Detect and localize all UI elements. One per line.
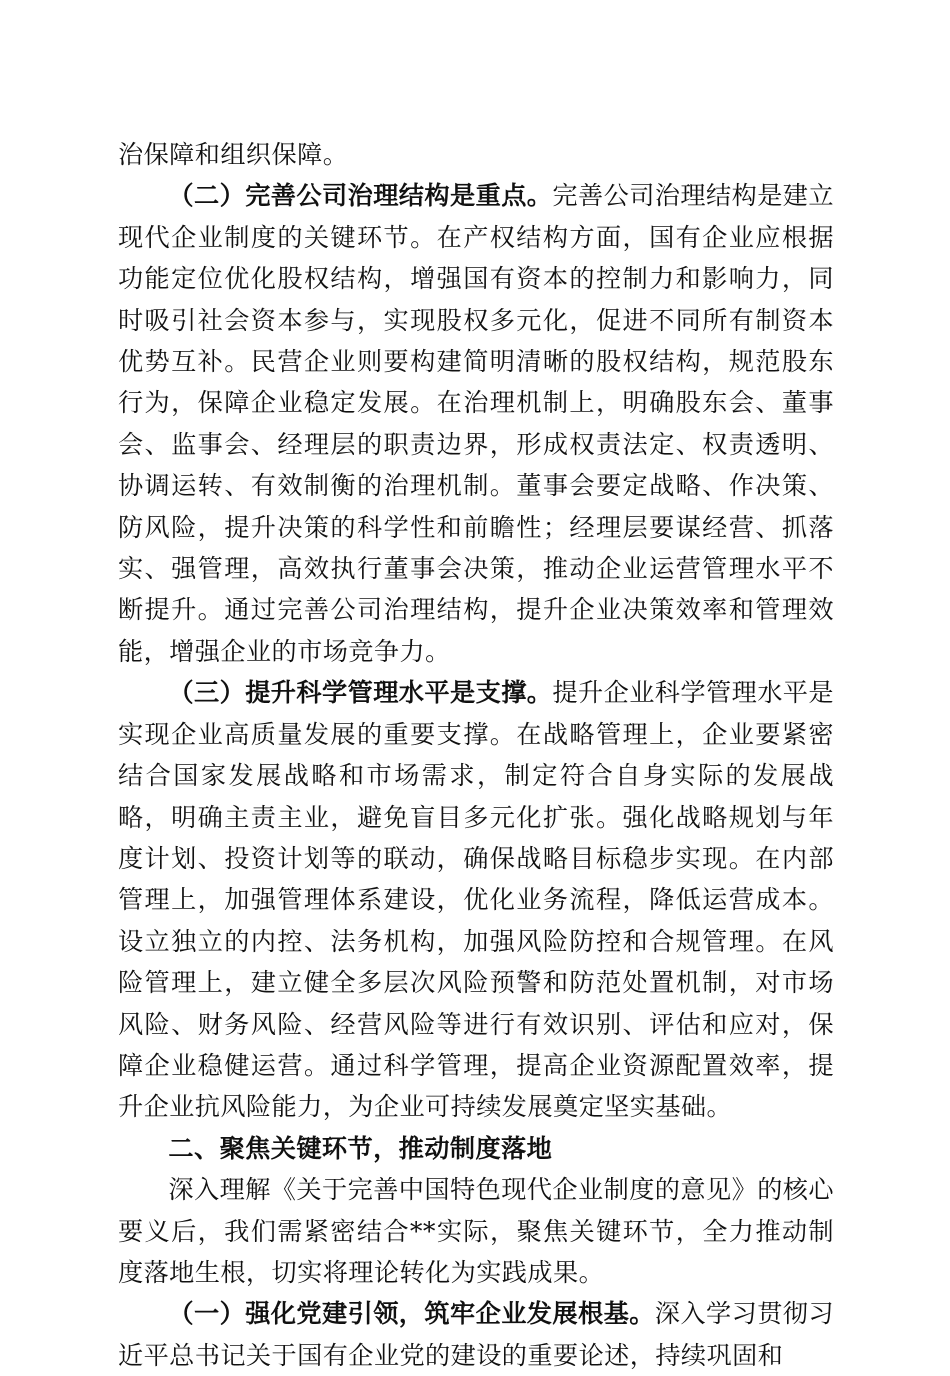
paragraph-text: 治保障和组织保障。 (118, 140, 349, 169)
paragraph-party-building (118, 1293, 834, 1376)
paragraph-scientific-management (118, 672, 834, 1127)
document-body (118, 134, 834, 1376)
paragraph-lead-bold: （二）完善公司治理结构是重点。 (168, 180, 553, 211)
paragraph-corporate-governance (118, 175, 834, 672)
paragraph-continuation (118, 134, 834, 175)
paragraph-text: 深入学习贯彻习近平总书记关于国有企业党的建设的重要论述，持续巩固和 (118, 1299, 834, 1370)
paragraph-text: 深入理解《关于完善中国特色现代企业制度的意见》的核心要义后，我们需紧密结合**实际，聚焦关键环节，全力推动制度落地生根，切实将理论转化为实践成果。 (118, 1175, 834, 1287)
paragraph-text: 提升企业科学管理水平是实现企业高质量发展的重要支撑。在战略管理上，企业要紧密结合国家发展战略和市场需求，制定符合自身实际的发展战略，明确主责主业，避免盲目多元化扩张。强化战略规划与年度计划、投资计划等的联动，确保战略目标稳步实现。在内部管理上，加强管理体系建设，优化业务流程，降低运营成本。设立独立的内控、法务机构，加强风险防控和合规管理。在风险管理上，建立健全多层次风险预警和防范处置机制，对市场风险、财务风险、经营风险等进行有效识别、评估和应对，保障企业稳健运营。通过科学管理，提高企业资源配置效率，提升企业抗风险能力，为企业可持续发展奠定坚实基础。 (118, 678, 834, 1122)
paragraph-text: 完善公司治理结构是建立现代企业制度的关键环节。在产权结构方面，国有企业应根据功能定位优化股权结构，增强国有资本的控制力和影响力，同时吸引社会资本参与，实现股权多元化，促进不同所有制资本优势互补。民营企业则要构建简明清晰的股权结构，规范股东行为，保障企业稳定发展。在治理机制上，明确股东会、董事会、监事会、经理层的职责边界，形成权责法定、权责透明、协调运转、有效制衡的治理机制。董事会要定战略、作决策、防风险，提升决策的科学性和前瞻性；经理层要谋经营、抓落实、强管理，高效执行董事会决策，推动企业运营管理水平不断提升。通过完善公司治理结构，提升企业决策效率和管理效能，增强企业的市场竞争力。 (118, 181, 834, 666)
paragraph-lead-bold: （三）提升科学管理水平是支撑。 (168, 677, 553, 708)
paragraph-intro (118, 1169, 834, 1293)
paragraph-lead-bold: （一）强化党建引领，筑牢企业发展根基。 (168, 1298, 655, 1329)
section-heading: 二、聚焦关键环节，推动制度落地 (168, 1133, 553, 1163)
